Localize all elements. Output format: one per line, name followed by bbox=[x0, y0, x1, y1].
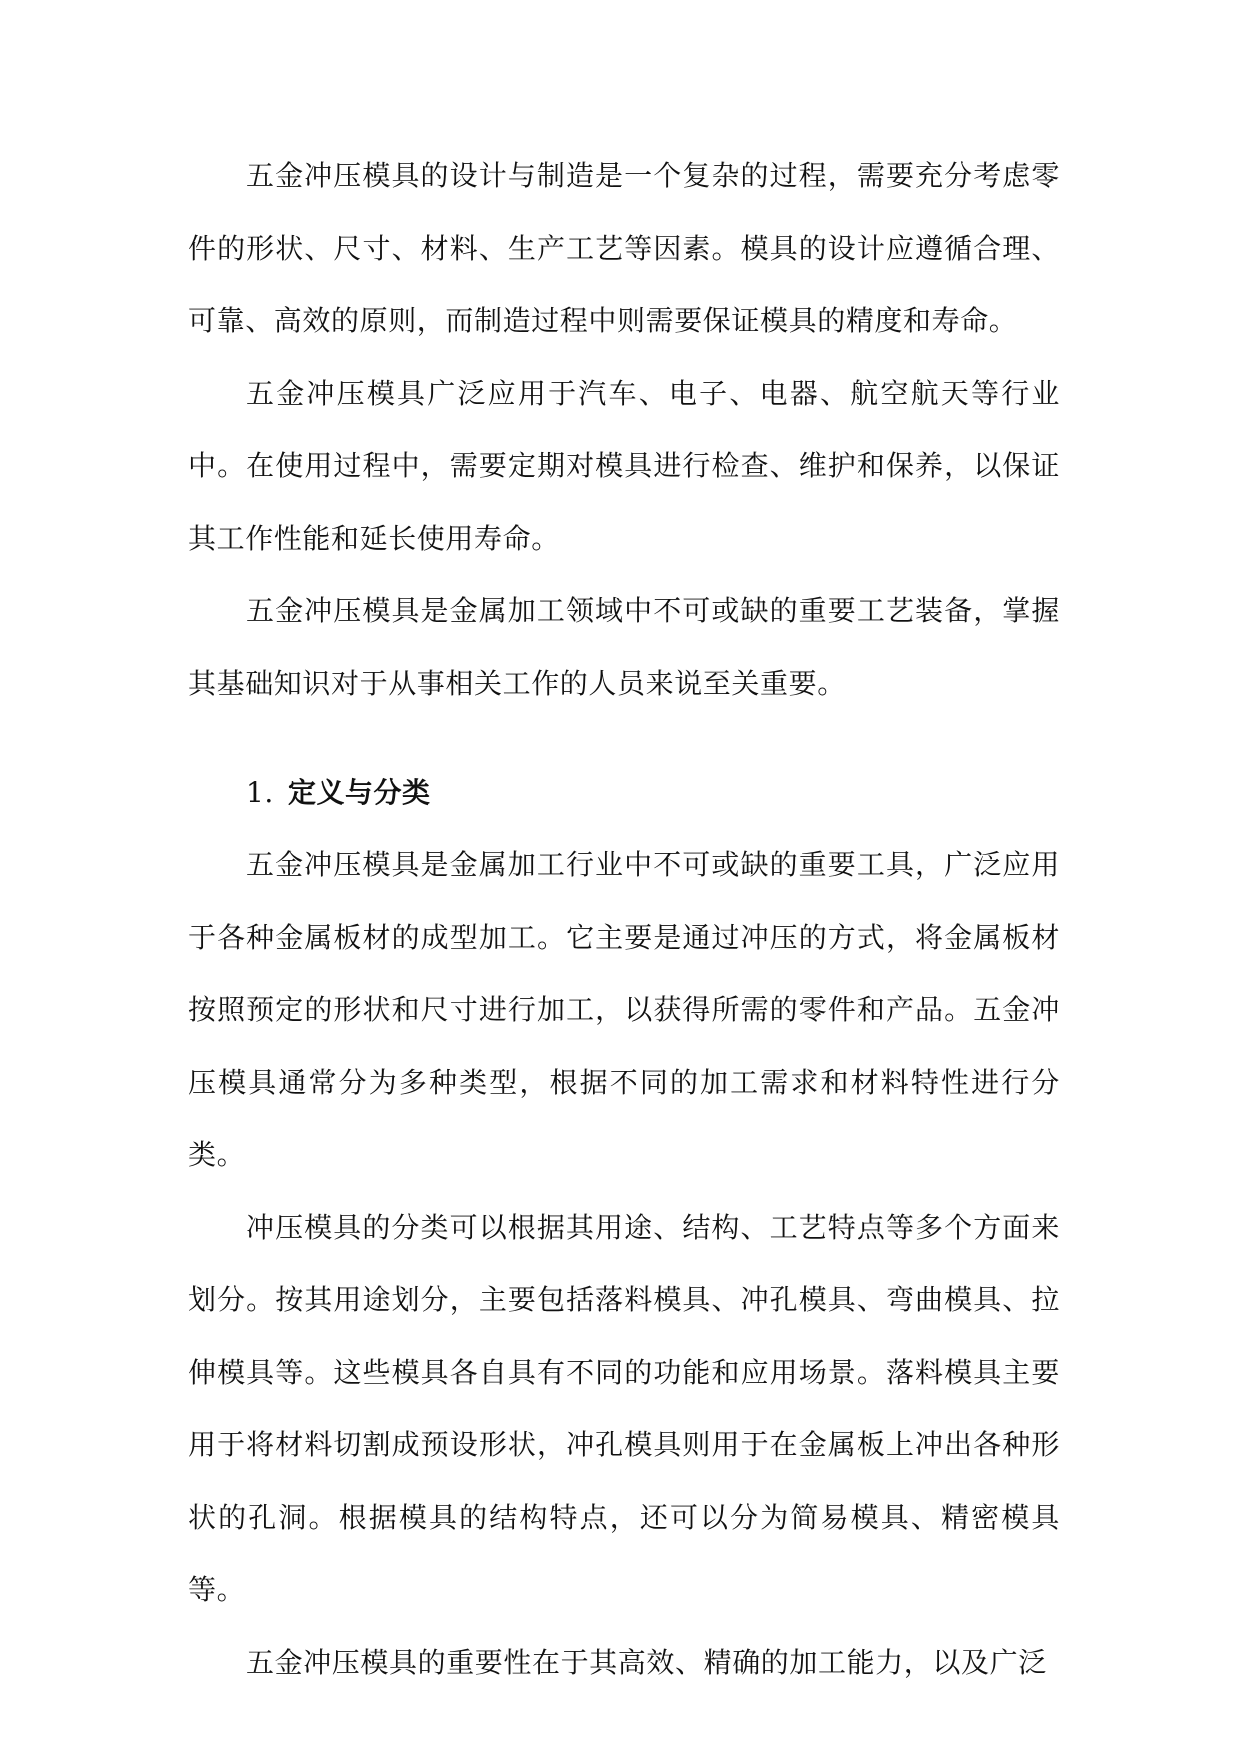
paragraph-importance: 五金冲压模具的重要性在于其高效、精确的加工能力，以及广泛 bbox=[246, 1645, 1047, 1679]
paragraph-definition: 五金冲压模具是金属加工行业中不可或缺的重要工具，广泛应用于各种金属板材的成型加工。它主要是通过冲压的方式，将金属板材按照预定的形状和尺寸进行加工，以获得所需的零件和产品。五金冲压模具通常分为多种类型，根据不同的加工需求和材料特性进行分类。 bbox=[188, 848, 1060, 1171]
paragraph-design-manufacture: 五金冲压模具的设计与制造是一个复杂的过程，需要充分考虑零件的形状、尺寸、材料、生产工艺等因素。模具的设计应遵循合理、可靠、高效的原则，而制造过程中则需要保证模具的精度和寿命。 bbox=[188, 159, 1060, 337]
section-title: 定义与分类 bbox=[288, 776, 431, 809]
section-heading bbox=[188, 757, 1060, 829]
paragraph-classification: 冲压模具的分类可以根据其用途、结构、工艺特点等多个方面来划分。按其用途划分，主要包括落料模具、冲孔模具、弯曲模具、拉伸模具等。这些模具各自具有不同的功能和应用场景。落料模具主要用于将材料切割成预设形状，冲孔模具则用于在金属板上冲出各种形状的孔洞。根据模具的结构特点，还可以分为简易模具、精密模具等。 bbox=[188, 1210, 1060, 1606]
document-body bbox=[188, 140, 1060, 1699]
paragraph-applications: 五金冲压模具广泛应用于汽车、电子、电器、航空航天等行业中。在使用过程中，需要定期对模具进行检查、维护和保养，以保证其工作性能和延长使用寿命。 bbox=[188, 376, 1060, 555]
section-number: 1. bbox=[246, 776, 274, 809]
paragraph-importance-summary: 五金冲压模具是金属加工领域中不可或缺的重要工艺装备，掌握其基础知识对于从事相关工作的人员来说至关重要。 bbox=[188, 594, 1060, 700]
